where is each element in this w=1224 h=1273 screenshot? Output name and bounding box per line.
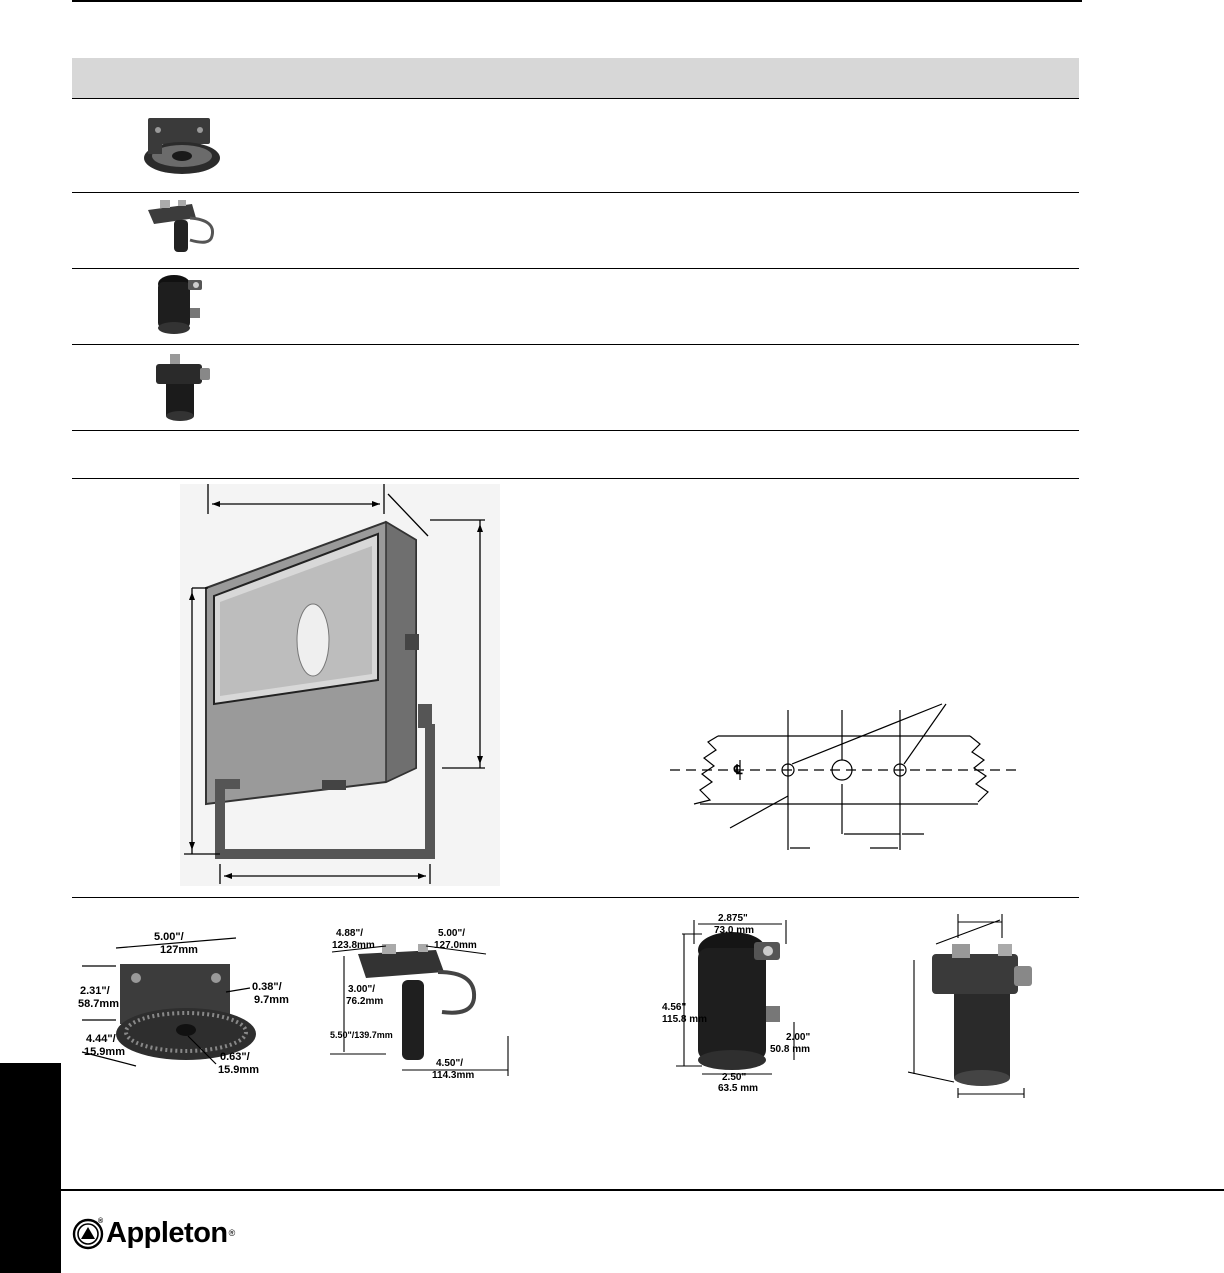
table-header-band — [72, 58, 1079, 98]
svg-text:®: ® — [98, 1218, 104, 1225]
row-divider — [72, 430, 1079, 431]
appleton-logo — [72, 1216, 235, 1250]
pipe-mount-dimension-drawing — [326, 916, 526, 1082]
wb-height-1: 2.31"/ — [80, 985, 110, 997]
side-tab — [0, 1063, 61, 1273]
stanchion-hub-dimension-drawing — [908, 910, 1038, 1100]
row-divider — [72, 344, 1079, 345]
mounting-hole-pattern-icon — [660, 700, 1030, 860]
wb-depth-1: 4.44"/ — [86, 1033, 116, 1045]
ph-height-2: 115.8 mm — [662, 1014, 708, 1025]
wb-width-1: 5.00"/ — [154, 931, 184, 943]
registered-mark: ® — [228, 1228, 236, 1238]
ph-bottom-2: 63.5 mm — [718, 1083, 759, 1094]
appleton-emblem-icon — [72, 1216, 106, 1250]
ph-top-1: 2.875" — [718, 913, 748, 924]
pendant-hub-icon — [150, 272, 210, 338]
ph-top-2: 73.0 mm — [714, 925, 755, 936]
wb-hole-1: 0.63"/ — [220, 1051, 250, 1063]
ph-bottom-1: 2.50" — [722, 1072, 747, 1083]
pendant-hub-dimension-drawing — [662, 910, 812, 1094]
pm-pipe: 5.50"/139.7mm — [330, 1030, 393, 1040]
pm-width-1: 4.50"/ — [436, 1058, 463, 1069]
wall-bracket-icon — [138, 112, 224, 182]
stanchion-hub-icon — [150, 350, 214, 424]
wall-bracket-dimension-drawing — [76, 926, 296, 1076]
row-divider — [72, 268, 1079, 269]
wb-slot-1: 0.38"/ — [252, 981, 282, 993]
floodlight-fixture-icon — [180, 484, 500, 886]
ph-hub-2: 50.8 mm — [770, 1044, 811, 1055]
pm-top-right-2: 127.0mm — [434, 940, 477, 951]
brand-name: Appleton — [106, 1216, 228, 1249]
ph-height-1: 4.56" — [662, 1002, 687, 1013]
ph-hub-1: 2.00" — [786, 1032, 811, 1043]
pm-height-1: 3.00"/ — [348, 984, 375, 995]
pm-top-right-1: 5.00"/ — [438, 928, 465, 939]
pm-top-left-1: 4.88"/ — [336, 928, 363, 939]
centerline-symbol: ℄ — [734, 762, 743, 777]
wb-depth-2: 15.9mm — [84, 1046, 125, 1058]
row-divider — [72, 98, 1079, 99]
wb-slot-2: 9.7mm — [254, 994, 289, 1006]
section-divider — [72, 897, 1079, 898]
wb-height-2: 58.7mm — [78, 998, 119, 1010]
wb-hole-2: 15.9mm — [218, 1064, 259, 1076]
top-rule — [72, 0, 1082, 2]
section-divider — [72, 478, 1079, 479]
pm-top-left-2: 123.8mm — [332, 940, 375, 951]
footer-rule — [61, 1189, 1224, 1191]
row-divider — [72, 192, 1079, 193]
pm-height-2: 76.2mm — [346, 996, 384, 1007]
pm-width-2: 114.3mm — [432, 1070, 475, 1081]
wb-width-2: 127mm — [160, 944, 198, 956]
pipe-mount-bracket-icon — [140, 196, 220, 258]
